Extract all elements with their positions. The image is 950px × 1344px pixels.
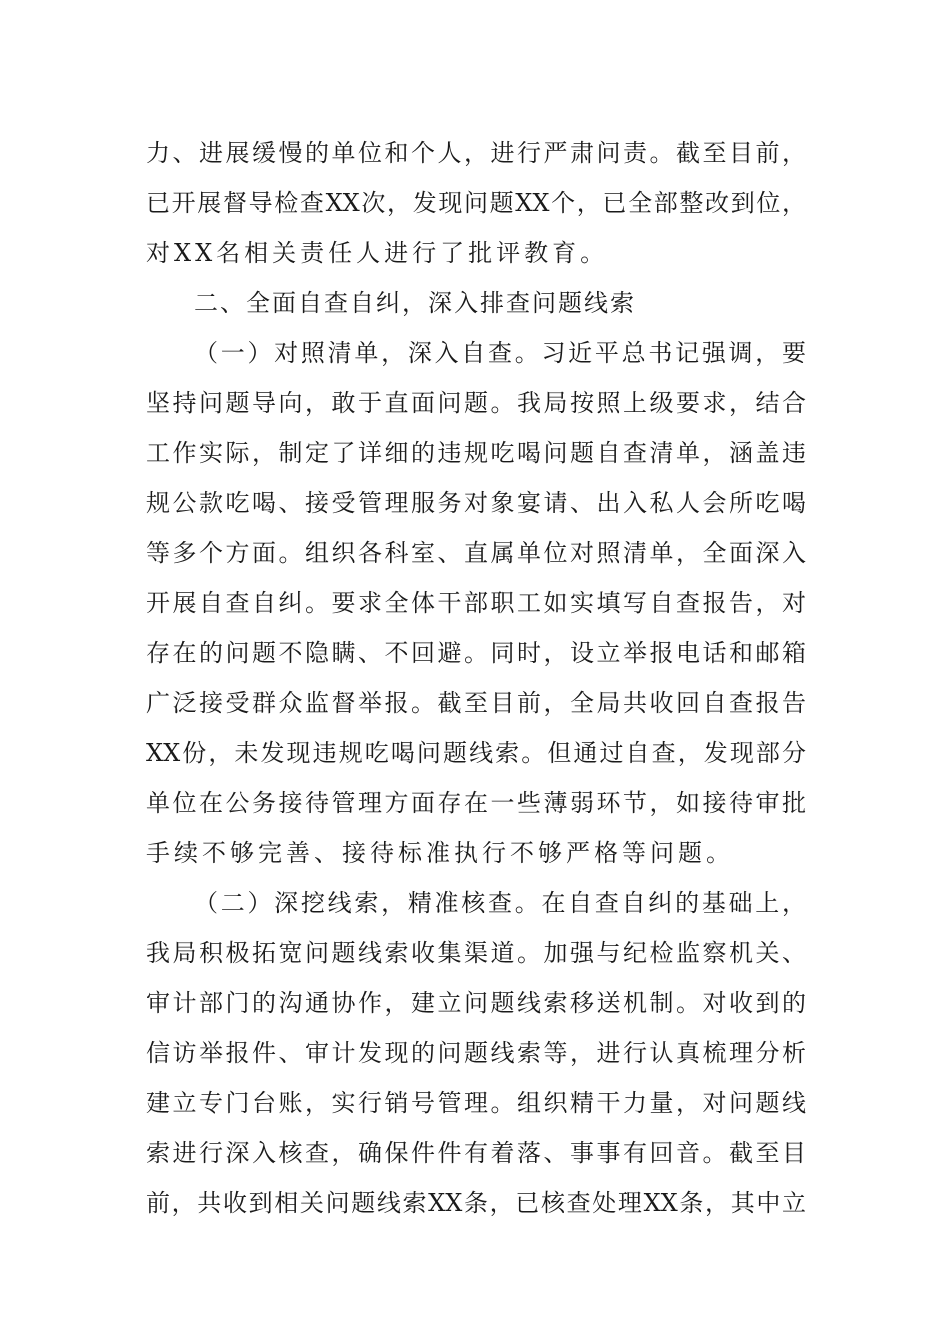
text-line: 建立专门台账，实行销号管理。组织精干力量，对问题线 [146, 1089, 806, 1117]
text-line: 我局积极拓宽问题线索收集渠道。加强与纪检监察机关、 [146, 939, 806, 967]
text-line: 索进行深入核查，确保件件有着落、事事有回音。截至目 [146, 1139, 806, 1167]
text-line: 审计部门的沟通协作，建立问题线索移送机制。对收到的 [146, 989, 806, 1017]
text-line: 已开展督导检查XX次，发现问题XX个，已全部整改到位， [146, 189, 806, 217]
subsection-heading-line: （一）对照清单，深入自查。习近平总书记强调，要 [194, 339, 806, 367]
text-line: 力、进展缓慢的单位和个人，进行严肃问责。截至目前， [146, 139, 806, 167]
text-line: 手续不够完善、接待标准执行不够严格等问题。 [146, 839, 734, 867]
document-body [146, 128, 806, 1228]
text-line: 存在的问题不隐瞒、不回避。同时，设立举报电话和邮箱 [146, 639, 806, 667]
text-line: 广泛接受群众监督举报。截至目前，全局共收回自查报告 [146, 689, 806, 717]
text-line: 工作实际，制定了详细的违规吃喝问题自查清单，涵盖违 [146, 439, 806, 467]
text-line: 单位在公务接待管理方面存在一些薄弱环节，如接待审批 [146, 789, 806, 817]
text-line: 前，共收到相关问题线索XX条，已核查处理XX条，其中立 [146, 1189, 806, 1217]
text-line: 对XX名相关责任人进行了批评教育。 [146, 239, 609, 267]
text-line: 等多个方面。组织各科室、直属单位对照清单，全面深入 [146, 539, 806, 567]
text-line: 开展自查自纠。要求全体干部职工如实填写自查报告，对 [146, 589, 806, 617]
subsection-heading-line: （二）深挖线索，精准核查。在自查自纠的基础上， [194, 889, 806, 917]
text-line: 坚持问题导向，敢于直面问题。我局按照上级要求，结合 [146, 389, 806, 417]
text-line: 规公款吃喝、接受管理服务对象宴请、出入私人会所吃喝 [146, 489, 806, 517]
text-line: XX份，未发现违规吃喝问题线索。但通过自查，发现部分 [146, 739, 806, 767]
text-line: 信访举报件、审计发现的问题线索等，进行认真梳理分析 [146, 1039, 806, 1067]
section-heading: 二、全面自查自纠，深入排查问题线索 [194, 289, 636, 317]
